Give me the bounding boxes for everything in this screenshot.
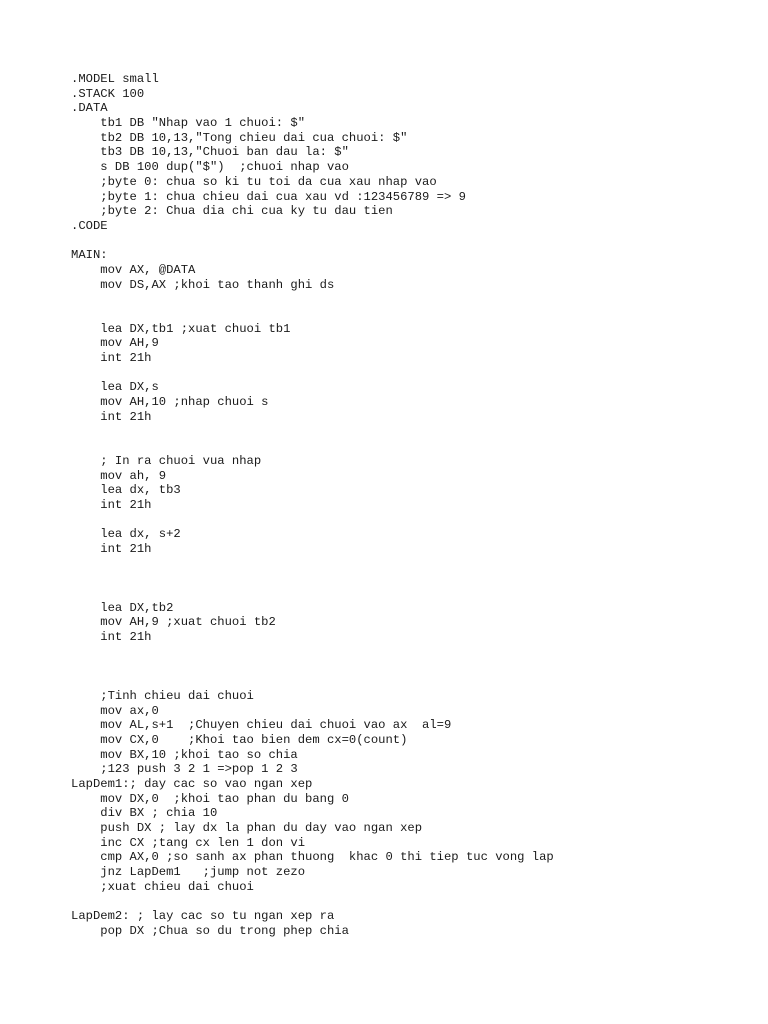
code-line xyxy=(71,895,554,910)
code-line: s DB 100 dup("$") ;chuoi nhap vao xyxy=(71,160,349,175)
code-line: mov AL,s+1 ;Chuyen chieu dai chuoi vao ax al=9 xyxy=(71,718,452,733)
code-line: int 21h xyxy=(71,351,152,366)
code-line: mov AH,9 xyxy=(71,336,159,351)
code-line: pop DX ;Chua so du trong phep chia xyxy=(71,923,349,938)
code-line: int 21h xyxy=(71,542,152,556)
code-line xyxy=(71,439,554,454)
code-line xyxy=(71,366,554,381)
code-line: inc CX ;tang cx len 1 don vi xyxy=(71,835,306,850)
code-line: .CODE xyxy=(71,218,108,233)
code-line xyxy=(71,674,554,689)
code-listing xyxy=(71,72,554,939)
code-line: lea DX,tb1 ;xuat chuoi tb1 xyxy=(71,321,291,336)
code-line: tb2 DB 10,13,"Tong chieu dai cua chuoi: $" xyxy=(71,130,408,145)
code-line xyxy=(71,292,554,307)
code-line xyxy=(71,425,554,440)
code-line: ;Tinh chieu dai chuoi xyxy=(71,688,254,703)
code-line: push DX ; lay dx la phan du day vao ngan xep xyxy=(71,821,423,836)
code-line: int 21h xyxy=(71,497,152,512)
code-line: int 21h xyxy=(71,409,152,424)
code-line: lea DX,tb2 xyxy=(71,600,174,615)
code-line: tb3 DB 10,13,"Chuoi ban dau la: $" xyxy=(71,145,349,160)
code-line xyxy=(71,586,554,601)
code-line: mov DX,0 ;khoi tao phan du bang 0 xyxy=(71,791,349,806)
code-line xyxy=(71,660,554,675)
code-line: LapDem1:; day cac so vao ngan xep xyxy=(71,777,313,791)
code-line: .MODEL small xyxy=(71,72,159,86)
code-line: mov DS,AX ;khoi tao thanh ghi ds xyxy=(71,277,335,292)
code-line xyxy=(71,645,554,660)
code-line: MAIN: xyxy=(71,248,108,263)
code-line: mov BX,10 ;khoi tao so chia xyxy=(71,747,298,762)
code-line: lea dx, tb3 xyxy=(71,483,181,498)
code-line: LapDem2: ; lay cac so tu ngan xep ra xyxy=(71,909,335,924)
code-line xyxy=(71,307,554,322)
code-line: mov AH,9 ;xuat chuoi tb2 xyxy=(71,615,276,630)
code-line xyxy=(71,557,554,572)
code-line: ;xuat chieu dai chuoi xyxy=(71,879,254,894)
code-line: ; In ra chuoi vua nhap xyxy=(71,453,262,468)
code-line: ;byte 2: Chua dia chi cua ky tu dau tien xyxy=(71,204,393,219)
code-line: lea DX,s xyxy=(71,380,159,395)
code-line: mov CX,0 ;Khoi tao bien dem cx=0(count) xyxy=(71,732,408,747)
code-line xyxy=(71,234,554,249)
code-line: mov ah, 9 xyxy=(71,468,167,483)
code-line: ;byte 1: chua chieu dai cua xau vd :123456789 => 9 xyxy=(71,189,466,204)
code-line: lea dx, s+2 xyxy=(71,527,181,542)
code-line: ;byte 0: chua so ki tu toi da cua xau nhap vao xyxy=(71,174,437,189)
code-line: int 21h xyxy=(71,630,152,645)
code-line: .STACK 100 xyxy=(71,86,145,101)
code-line: mov AH,10 ;nhap chuoi s xyxy=(71,395,269,410)
code-line xyxy=(71,571,554,586)
code-line: div BX ; chia 10 xyxy=(71,806,218,821)
code-line: cmp AX,0 ;so sanh ax phan thuong khac 0 thi tiep tuc vong lap xyxy=(71,850,554,865)
code-line: mov AX, @DATA xyxy=(71,262,196,277)
code-line xyxy=(71,513,554,528)
code-line: tb1 DB "Nhap vao 1 chuoi: $" xyxy=(71,116,306,131)
code-line: .DATA xyxy=(71,101,108,116)
code-line: ;123 push 3 2 1 =>pop 1 2 3 xyxy=(71,762,298,777)
code-line: mov ax,0 xyxy=(71,703,159,718)
code-line: jnz LapDem1 ;jump not zezo xyxy=(71,865,306,880)
